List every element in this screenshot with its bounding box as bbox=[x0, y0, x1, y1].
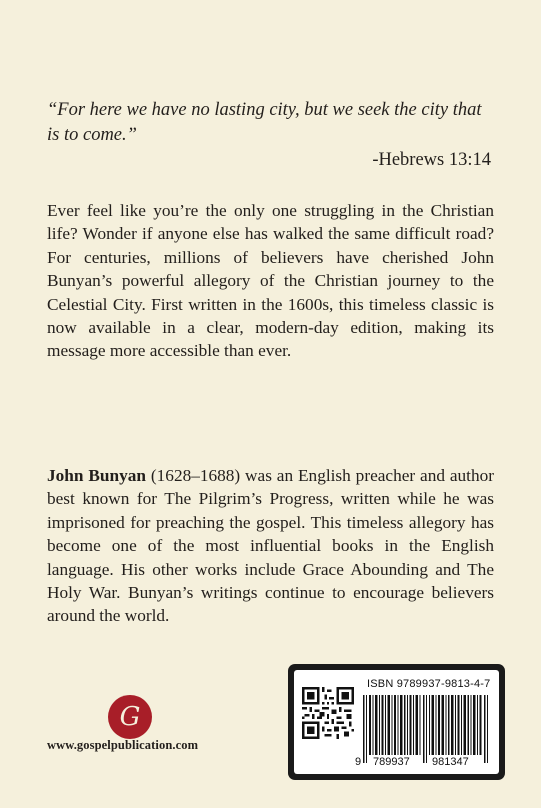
publisher-logo-icon bbox=[108, 695, 152, 739]
barcode-digit-group-2: 981347 bbox=[432, 756, 469, 768]
book-description: Ever feel like you’re the only one struggling in the Christian life? Wonder if anyone else has walked the same difficult road? For centuries, millions of believers have cherished John Bunyan’s powerful allegory of the Christian journey to the Celestial City. First written in the 1600s, this timeless classic is now available in a clear, modern-day edition, making its message more accessible than ever. bbox=[47, 201, 494, 361]
publisher-logo-letter: G bbox=[119, 702, 141, 732]
epigraph-reference: -Hebrews 13:14 bbox=[372, 150, 491, 170]
barcode-digit-group-1: 789937 bbox=[373, 756, 410, 768]
isbn-barcode bbox=[363, 695, 489, 763]
author-name: John Bunyan bbox=[47, 466, 147, 485]
epigraph-quote: “For here we have no lasting city, but we seek the city that is to come.” bbox=[47, 100, 482, 145]
author-bio-text: (1628–1688) was an English preacher and author best known for The Pilgrim’s Progress, written while he was imprisoned for preaching the gospel. This timeless allegory has become one of the most influential books in the English language. His other works include Grace Abounding and The Holy War. Bunyan’s writings continue to encourage believers around the world. bbox=[47, 466, 494, 626]
isbn-text: ISBN 9789937-9813-4-7 bbox=[367, 678, 491, 690]
barcode-label bbox=[294, 670, 499, 774]
publisher-url[interactable]: www.gospelpublication.com bbox=[47, 738, 199, 752]
barcode-digit-prefix: 9 bbox=[355, 756, 362, 768]
barcode-panel bbox=[288, 664, 505, 780]
author-bio bbox=[47, 464, 494, 628]
qr-code-icon bbox=[302, 687, 354, 739]
